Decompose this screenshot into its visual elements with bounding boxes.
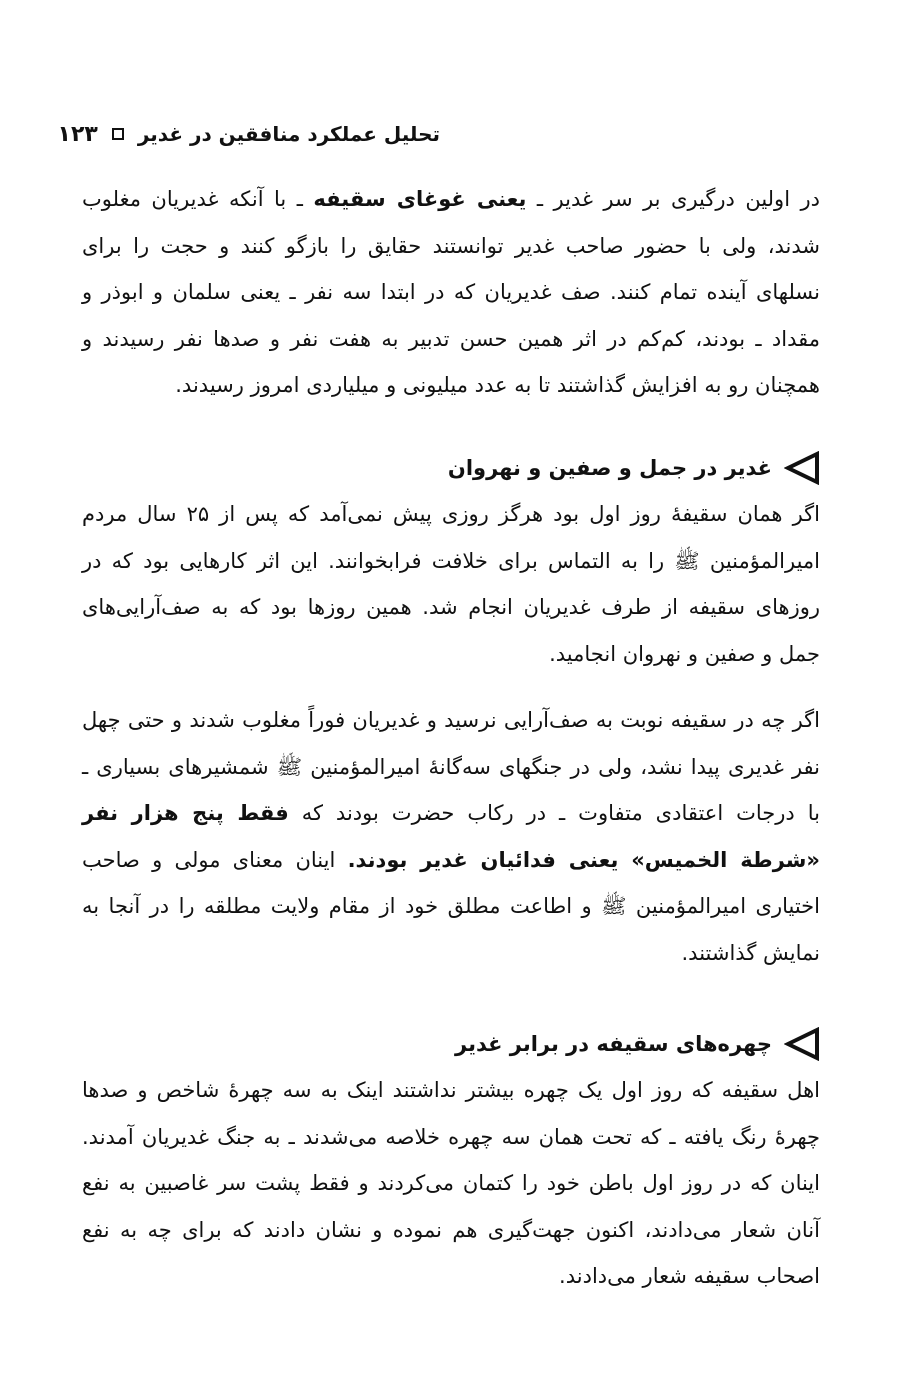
intro-paragraph-block [82, 176, 820, 409]
section-heading [82, 1022, 820, 1066]
paragraph: اگر همان سقیفهٔ روز اول بود هرگز روزی پیش نمی‌آمد که پس از ۲۵ سال مردم امیرالمؤمنین ﷺ را به التماس برای خلافت فرابخوانند. این اثر کارهایی بود که در روزهای سقیفه از طرف غدیریان انجام شد. همین روزها بود که به صف‌آرایی‌های جمل و صفین و نهروان انجامید. [82, 502, 820, 666]
square-outline-icon [112, 128, 124, 140]
section-title: غدیر در جمل و صفین و نهروان [447, 456, 772, 480]
page-number: ۱۲۳ [57, 121, 98, 147]
section1-paragraph-1 [82, 491, 820, 677]
triangle-outline-icon [784, 1027, 820, 1061]
section1-paragraph-2 [82, 697, 820, 976]
paragraph: اگر چه در سقیفه نوبت به صف‌آرایی نرسید و غدیریان فوراً مغلوب شدند و حتی چهل نفر غدیری پیدا نشد، ولی در جنگهای سه‌گانهٔ امیرالمؤمنین ﷺ شمشیرهای بسیاری ـ با درجات اعتقادی متفاوت ـ در رکاب حضرت بودند که فقط پنج هزار نفر «شرطة الخمیس» یعنی فدائیان غدیر بودند. اینان معنای مولی و صاحب اختیاری امیرالمؤمنین ﷺ و اطاعت مطلق خود از مقام ولایت مطلقه را در آنجا به نمایش گذاشتند. [82, 708, 820, 965]
section-title: چهره‌های سقیفه در برابر غدیر [455, 1032, 772, 1056]
triangle-outline-icon [784, 451, 820, 485]
paragraph: اهل سقیفه که روز اول یک چهره بیشتر نداشتند اینک به سه چهرهٔ شاخص و صدها چهرهٔ رنگ یافته ـ که تحت همان سه چهره خلاصه می‌شدند ـ به جنگ غدیریان آمدند. اینان که در روز اول باطن خود را کتمان می‌کردند و فقط پشت سر غاصبین به نفع آنان شعار می‌دادند، اکنون جهت‌گیری هم نموده و نشان دادند که برای چه به نفع اصحاب سقیفه شعار می‌دادند. [82, 1078, 820, 1288]
paragraph: در اولین درگیری بر سر غدیر ـ یعنی غوغای سقیفه ـ با آنکه غدیریان مغلوب شدند، ولی با حضور صاحب غدیر توانستند حقایق را بازگو کنند و حجت را برای نسلهای آینده تمام کنند. صف غدیریان که در ابتدا سه نفر ـ یعنی سلمان و ابوذر و مقداد ـ بودند، کم‌کم در اثر همین حسن تدبیر به هفت نفر و صدها نفر رسیدند و همچنان رو به افزایش گذاشتند تا به عدد میلیونی و میلیاردی امروز رسیدند. [82, 187, 821, 397]
section-heading [82, 446, 820, 490]
section2-paragraph-1 [82, 1067, 820, 1300]
running-head [57, 114, 440, 154]
running-title: تحلیل عملکرد منافقین در غدیر [137, 122, 440, 146]
